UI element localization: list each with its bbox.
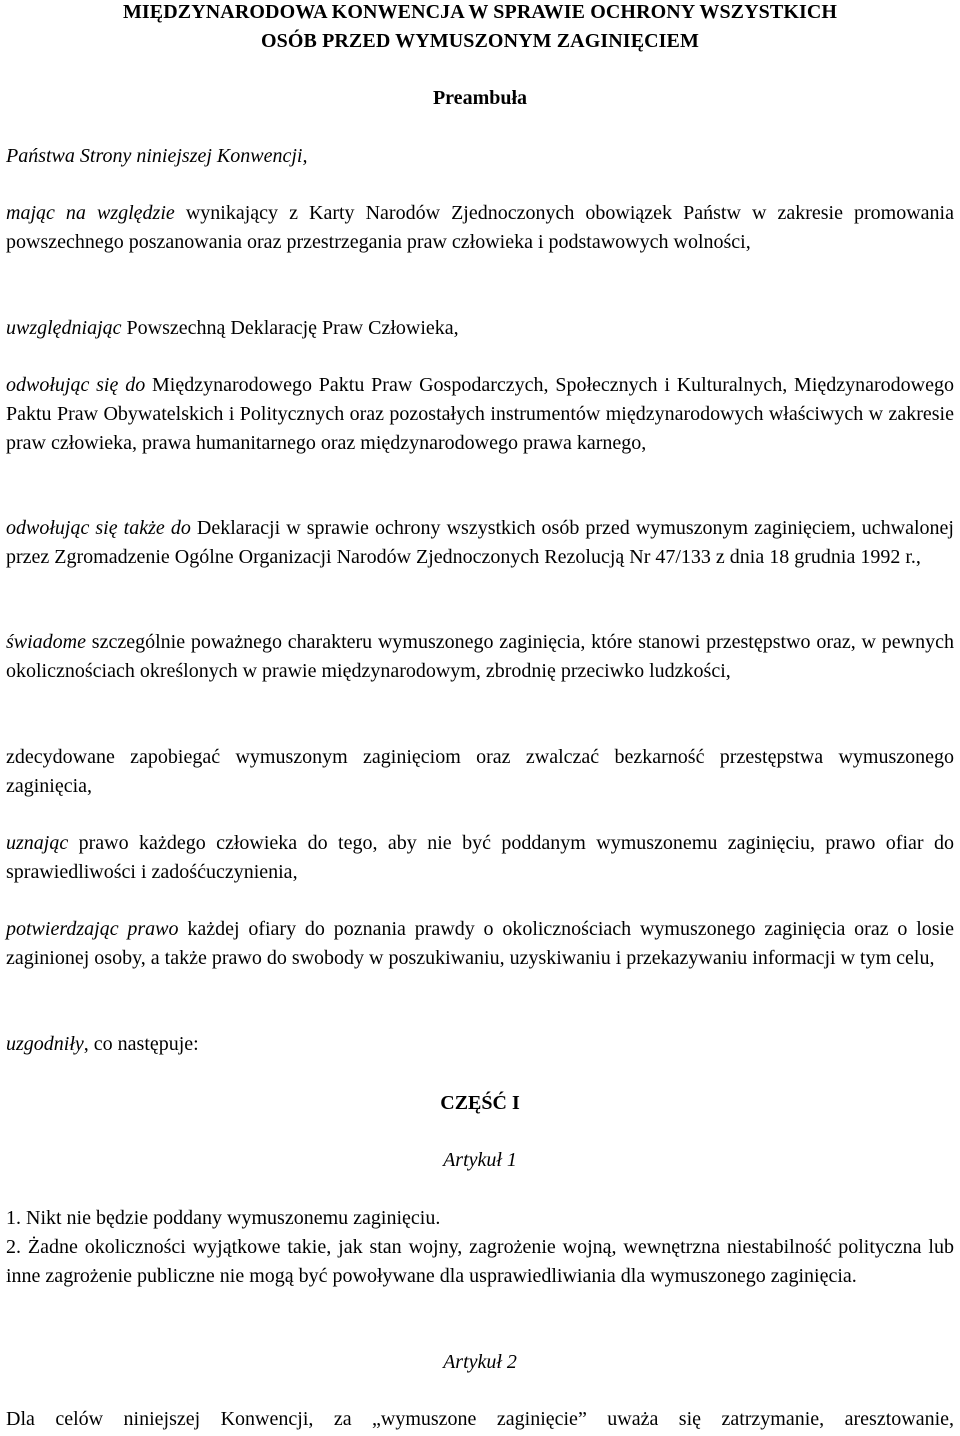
paragraph-lead: odwołując się do xyxy=(6,374,146,396)
paragraph-lead: odwołując się także do xyxy=(6,517,191,539)
paragraph-text: każdej ofiary do poznania prawdy o okolicznościach wymuszonego zaginięcia oraz o losie zaginionej osoby, a także prawo do swobody w poszukiwaniu, uzyskiwaniu i przekazywaniu informacji w tym celu, xyxy=(6,918,954,969)
title-line-1: MIĘDZYNARODOWA KONWENCJA W SPRAWIE OCHRONY WSZYSTKICH xyxy=(122,1,838,23)
preamble-heading: Preambuła xyxy=(432,87,528,109)
article-2-heading: Artykuł 2 xyxy=(443,1351,517,1373)
paragraph-lead: świadome xyxy=(6,631,86,653)
paragraph-lead: uwzględniając xyxy=(6,317,122,339)
preamble-paragraph-9 xyxy=(6,1030,954,1059)
article-1-paragraph-1: 1. Nikt nie będzie poddany wymuszonemu zaginięciu. xyxy=(6,1207,441,1229)
preamble-paragraph-2 xyxy=(6,314,954,343)
article-2-paragraph-1: Dla celów niniejszej Konwencji, za „wymuszone zaginięcie” uważa się zatrzymanie, aresztowanie, xyxy=(6,1408,954,1430)
article-1-paragraph-2: 2. Żadne okoliczności wyjątkowe takie, jak stan wojny, zagrożenie wojną, wewnętrzna niestabilność polityczna lub inne zagrożenie publiczne nie mogą być powoływane dla usprawiedliwiania dla wymuszonego zaginięcia. xyxy=(6,1236,954,1287)
preamble-paragraph-8 xyxy=(6,915,954,973)
preamble-paragraph-4 xyxy=(6,514,954,572)
paragraph-text: Deklaracji w sprawie ochrony wszystkich osób przed wymuszonym zaginięciem, uchwalonej przez Zgromadzenie Ogólne Organizacji Narodów Zjednoczonych Rezolucją Nr 47/133 z dnia 18 grudnia 1992 r., xyxy=(6,517,954,568)
part-heading: CZĘŚĆ I xyxy=(440,1092,520,1114)
paragraph-text: , co następuje: xyxy=(83,1033,199,1055)
preamble-paragraph-6 xyxy=(6,743,954,801)
document-title xyxy=(6,0,954,56)
title-line-2: OSÓB PRZED WYMUSZONYM ZAGINIĘCIEM xyxy=(261,30,699,52)
paragraph-text: prawo każdego człowieka do tego, aby nie być poddanym wymuszonemu zaginięciu, prawo ofiar do sprawiedliwości i zadośćuczynienia, xyxy=(6,832,954,883)
paragraph-text: zdecydowane zapobiegać wymuszonym zaginięciom oraz zwalczać bezkarność przestępstwa wymuszonego zaginięcia, xyxy=(6,746,954,797)
preamble-paragraph-3 xyxy=(6,371,954,458)
paragraph-text: Powszechną Deklarację Praw Człowieka, xyxy=(121,317,459,339)
paragraph-lead: uzgodniły xyxy=(6,1033,84,1055)
preamble-paragraph-1 xyxy=(6,199,954,257)
paragraph-lead: mając na względzie xyxy=(6,202,175,224)
preamble-paragraph-7 xyxy=(6,829,954,887)
paragraph-lead: uznając xyxy=(6,832,69,854)
preamble-paragraph-5 xyxy=(6,628,954,686)
paragraph-text: szczególnie poważnego charakteru wymuszonego zaginięcia, które stanowi przestępstwo oraz, w pewnych okolicznościach określonych w prawie międzynarodowym, zbrodnię przeciwko ludzkości, xyxy=(6,631,954,682)
paragraph-lead: potwierdzając prawo xyxy=(6,918,179,940)
article-1-heading: Artykuł 1 xyxy=(443,1149,517,1171)
paragraph-text: Międzynarodowego Paktu Praw Gospodarczych, Społecznych i Kulturalnych, Międzynarodowego Paktu Praw Obywatelskich i Politycznych oraz pozostałych instrumentów międzynarodowych właściwych w zakresie praw człowieka, prawa humanitarnego oraz międzynarodowego prawa karnego, xyxy=(6,374,955,454)
paragraph-text: wynikający z Karty Narodów Zjednoczonych obowiązek Państw w zakresie promowania powszechnego poszanowania oraz przestrzegania praw człowieka i podstawowych wolności, xyxy=(6,202,954,253)
parties-intro: Państwa Strony niniejszej Konwencji, xyxy=(6,145,308,167)
